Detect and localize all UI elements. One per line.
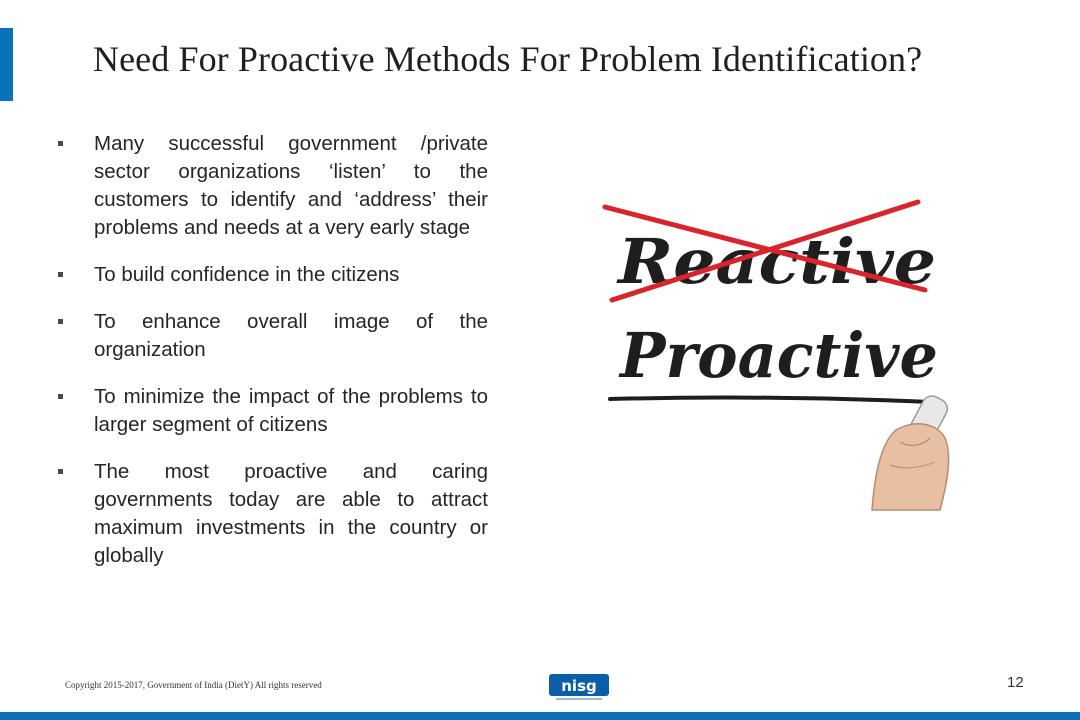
- bullet-text: The most proactive and caring governments today are able to attract maximum investments in the country or globally: [94, 460, 488, 567]
- bullet-item: [55, 458, 488, 570]
- written-word: Proactive: [618, 319, 938, 392]
- footer-band: [0, 712, 1080, 720]
- bullet-text: To enhance overall image of the organization: [94, 310, 488, 361]
- page-number: 12: [1007, 674, 1024, 691]
- bullet-text: Many successful government /private sector organizations ‘listen’ to the customers to identify and ‘address’ their problems and needs at a very early stage: [94, 132, 488, 239]
- square-bullet-icon: [58, 469, 63, 474]
- copyright-notice: Copyright 2015-2017, Government of India (DietY) All rights reserved: [65, 680, 322, 690]
- bullet-text: To build confidence in the citizens: [94, 263, 400, 286]
- nisg-logo: [548, 672, 610, 702]
- underline-stroke: [610, 398, 930, 402]
- bullet-item: [55, 308, 488, 364]
- reactive-proactive-illustration: [600, 180, 980, 515]
- bullet-text: To minimize the impact of the problems to larger segment of citizens: [94, 385, 488, 436]
- square-bullet-icon: [58, 319, 63, 324]
- bullet-item: [55, 383, 488, 439]
- bullet-list: [55, 130, 488, 589]
- square-bullet-icon: [58, 141, 63, 146]
- bullet-item: [55, 130, 488, 242]
- crossed-word: Reactive: [615, 225, 936, 298]
- logo-text: nisg: [561, 677, 597, 695]
- hand-with-marker: [872, 392, 951, 510]
- slide-title: Need For Proactive Methods For Problem Identification?: [93, 39, 923, 79]
- square-bullet-icon: [58, 394, 63, 399]
- title-accent-bar: [0, 28, 13, 101]
- bullet-item: [55, 261, 488, 289]
- square-bullet-icon: [58, 272, 63, 277]
